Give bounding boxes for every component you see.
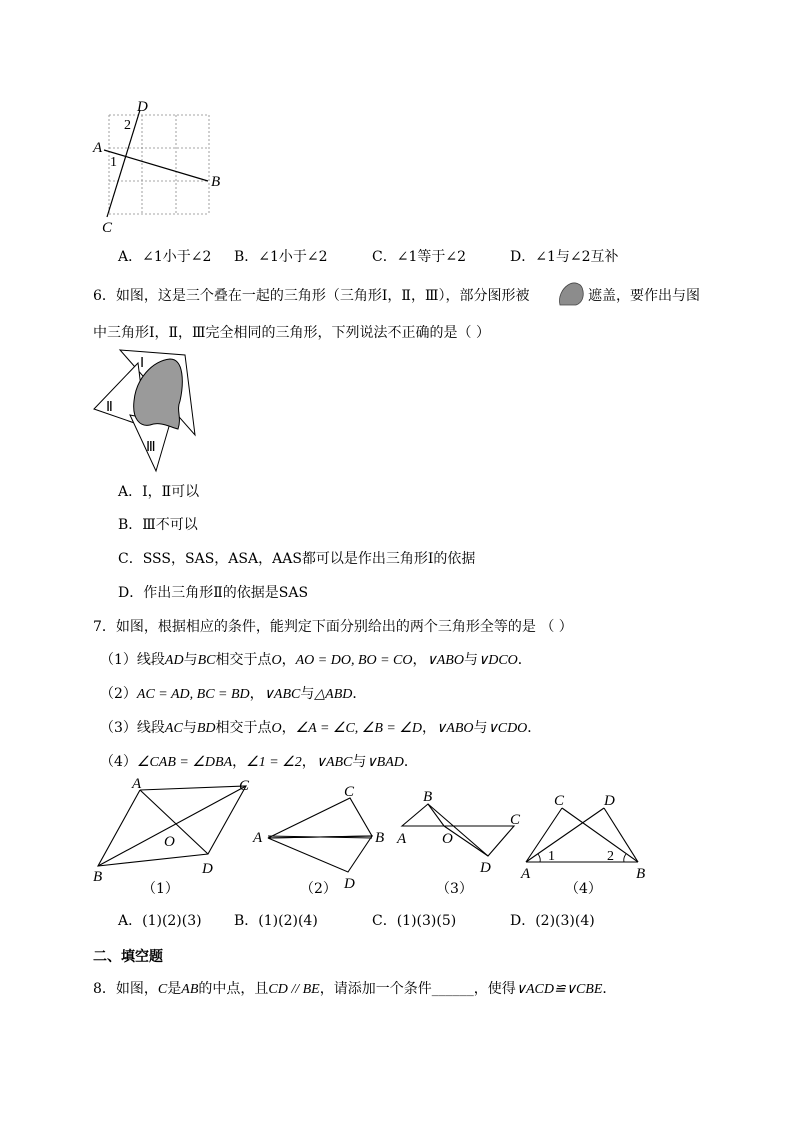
q6-option-a: A．Ⅰ，Ⅱ可以 [118, 484, 200, 500]
q7f2-label-A: A [253, 830, 263, 846]
q7-c3-end: ． [527, 720, 542, 736]
q7-c3-pre: （3）线段 [100, 720, 165, 736]
q7-caption-3: （3） [436, 881, 473, 897]
section-heading-fill-in: 二、填空题 [93, 949, 163, 965]
q7f1-label-A: A [132, 776, 142, 792]
q6-label-II: Ⅱ [106, 400, 113, 415]
q7-c4-pre: （4） [100, 754, 137, 770]
q7f1-label-O: O [164, 834, 175, 850]
q5-option-a: A．∠1小于∠2 [118, 249, 212, 265]
q7f4-label-two: 2 [607, 849, 614, 864]
q7-c2-w: 与 [300, 686, 315, 702]
q7-c1-sep: ， [412, 652, 427, 668]
q8-stem [93, 980, 616, 999]
q7-c2-t1: ∨ABC [263, 687, 301, 702]
q7-c4-w: 与 [352, 754, 367, 770]
q7f2-label-B: B [375, 830, 385, 846]
q7f3-label-D: D [480, 860, 491, 876]
q7f4-label-C: C [554, 793, 565, 809]
q7-caption-1: （1） [142, 881, 179, 897]
q7-c3-ac: AC [164, 721, 183, 736]
q6-figure [90, 345, 210, 480]
q5-option-b: B．∠1小于∠2 [234, 249, 328, 265]
q6-stem-line1-a: 6．如图，这是三个叠在一起的三角形（三角形Ⅰ，Ⅱ，Ⅲ），部分图形被 [93, 288, 530, 304]
q7-c3-bd: BD [196, 721, 216, 736]
q7-c1-o: O [271, 653, 282, 668]
q5-label-A: A [93, 140, 103, 156]
q7f4-label-D: D [604, 793, 615, 809]
q7-c1-w: 与 [463, 652, 478, 668]
q7-figure-1 [88, 776, 258, 886]
q7-c3-sep: ， [422, 720, 437, 736]
q7f1-label-B: B [93, 869, 103, 885]
q7-c3-mid1: 与 [182, 720, 197, 736]
q7-c3-t2: ∨CDO [487, 721, 528, 736]
q7-stem: 7．如图，根据相应的条件，能判定下面分别给出的两个三角形全等的是 （ ） [93, 619, 573, 635]
q6-label-III: Ⅲ [146, 440, 156, 455]
q7-c1-bc: BC [197, 653, 216, 668]
q7-c2-cond: AC = AD, BC = BD [136, 687, 250, 702]
q5-label-B: B [211, 174, 221, 190]
q5-label-C: C [102, 220, 113, 235]
q7-option-d: D．(2)(3)(4) [510, 913, 595, 929]
q7-c3-w: 与 [473, 720, 488, 736]
q7-figure-3 [392, 786, 532, 876]
q7f3-label-C: C [510, 812, 521, 828]
q7f1-label-D: D [202, 861, 213, 877]
q8-mid3: ，请添加一个条件 [319, 981, 432, 997]
q7-c1-end: ． [517, 652, 532, 668]
q7-c2-t2: △ABD [314, 687, 353, 702]
q5-label-D: D [137, 99, 148, 115]
q7-c1-pre: （1）线段 [100, 652, 165, 668]
q7-c4-end: ． [403, 754, 418, 770]
q5-option-c: C．∠1等于∠2 [372, 249, 466, 265]
q5-label-one: 1 [110, 155, 117, 170]
q7-caption-4: （4） [565, 881, 602, 897]
q7-c1-t2: ∨DCO [477, 653, 518, 668]
q7-c3-cond: ∠A = ∠C, ∠B = ∠D [295, 721, 423, 736]
cover-blob-icon [556, 281, 586, 307]
q7-option-b: B．(1)(2)(4) [234, 913, 318, 929]
q7-c4-t1: ∨ABC [315, 755, 353, 770]
q7-condition-3: （3）线段AC与BD相交于点O，∠A = ∠C, ∠B = ∠D，∨ABO与∨CDO． [100, 720, 542, 736]
q7f4-label-A: A [521, 866, 531, 882]
q8-mid1: 是 [167, 981, 182, 997]
q7-condition-2 [100, 685, 366, 704]
q5-label-two: 2 [124, 118, 131, 133]
q6-option-c: C．SSS，SAS，ASA，AAS都可以是作出三角形Ⅰ的依据 [118, 551, 476, 567]
q7f4-label-one: 1 [548, 849, 555, 864]
q7-figure-2 [250, 780, 395, 892]
q8-mid4: ，使得 [473, 981, 516, 997]
q8-blank[interactable]: ______ [431, 981, 474, 997]
q5-option-d: D．∠1与∠2互补 [510, 249, 619, 265]
q6-label-I: Ⅰ [140, 356, 145, 371]
q8-cong: ∨ACD≌∨CBE [515, 982, 603, 997]
q8-ab: AB [181, 982, 199, 997]
q8-cond: CD // BE [268, 982, 320, 997]
q7-condition-4: （4）∠CAB = ∠DBA，∠1 = ∠2，∨ABC与∨BAD． [100, 754, 418, 770]
q7-c1-t1: ∨ABO [426, 653, 464, 668]
q7-c1-mid1: 与 [183, 652, 198, 668]
q7-c4-sep: ， [232, 754, 247, 770]
q7-c4-cond2: ∠1 = ∠2 [246, 755, 302, 770]
q8-mid2: 的中点，且 [198, 981, 269, 997]
q7-c3-mid2: 相交于点 [215, 720, 272, 736]
q6-stem-line2: 中三角形Ⅰ，Ⅱ，Ⅲ完全相同的三角形，下列说法不正确的是（ ） [93, 325, 490, 341]
q6-option-b: B．Ⅲ不可以 [118, 517, 198, 533]
q7-c1-mid2: 相交于点 [215, 652, 272, 668]
q7-caption-2: （2） [300, 881, 337, 897]
q7f3-label-O: O [442, 831, 453, 847]
q7f4-label-B: B [636, 866, 646, 882]
q7-condition-1: （1）线段AD与BC相交于点O，AO = DO, BO = CO，∨ABO与∨DCO． [100, 652, 532, 668]
q8-pre: 8．如图， [93, 981, 158, 997]
q7-option-a: A．(1)(2)(3) [118, 913, 202, 929]
q7-figure-4 [518, 790, 658, 885]
q7-c1-cond: AO = DO, BO = CO [295, 653, 413, 668]
q7-option-c: C．(1)(3)(5) [372, 913, 457, 929]
q7-c4-cond: ∠CAB = ∠DBA [136, 755, 233, 770]
q7f3-label-B: B [423, 789, 433, 805]
q7-c2-end: ． [352, 686, 367, 702]
q7-c3-t1: ∨ABO [436, 721, 474, 736]
q7-c2-pre: （2） [100, 686, 137, 702]
q7f2-label-D: D [344, 876, 355, 892]
q5-figure [90, 95, 225, 235]
q7f1-label-C: C [239, 778, 250, 794]
q7-c3-o: O [271, 721, 282, 736]
q6-stem-line1-b: 遮盖，要作出与图 [588, 288, 700, 304]
q6-option-d: D．作出三角形Ⅱ的依据是SAS [118, 585, 309, 601]
q7-c2-sep: ， [249, 686, 264, 702]
q7-c4-t2: ∨BAD [366, 755, 404, 770]
q7-c1-ad: AD [164, 653, 184, 668]
q7f3-label-A: A [397, 831, 407, 847]
q8-end: ． [602, 981, 617, 997]
q7f2-label-C: C [344, 784, 355, 800]
q8-c: C [157, 982, 168, 997]
